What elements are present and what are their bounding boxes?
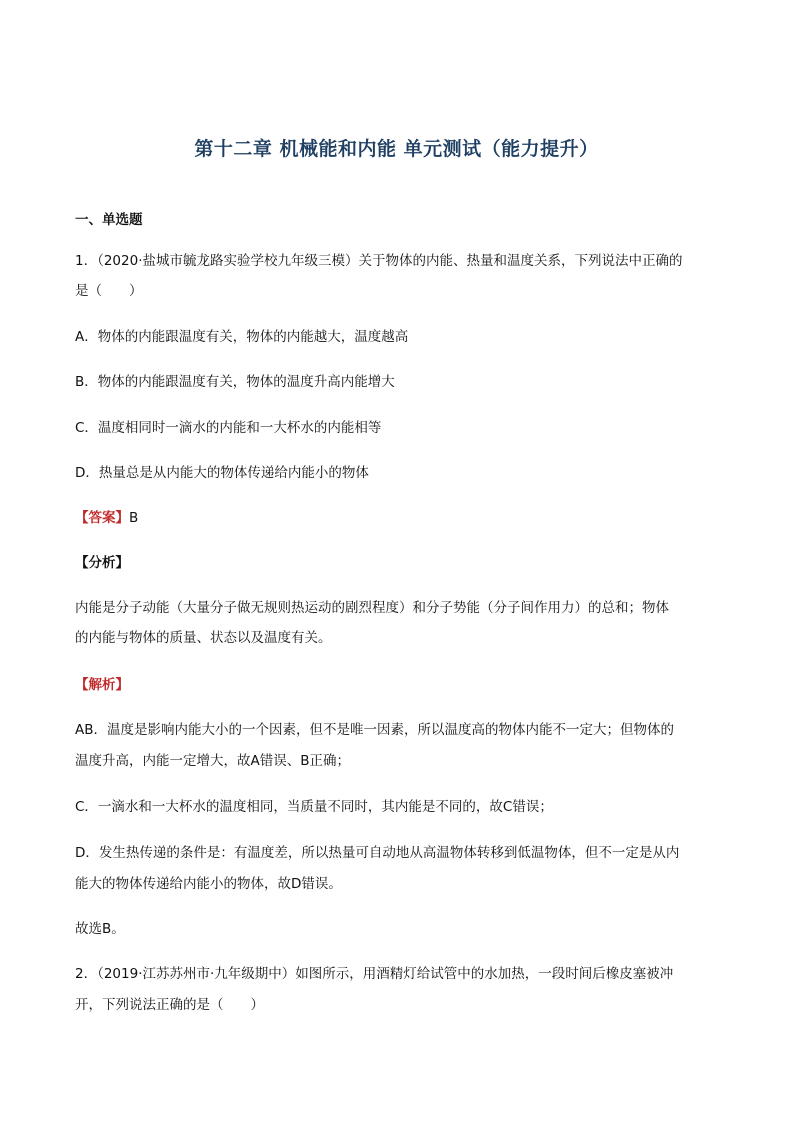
analysis-line-1: 内能是分子动能（大量分子做无规则热运动的剧烈程度）和分子势能（分子间作用力）的总和；物体 [75,600,669,616]
answer-line [75,508,725,528]
analysis-label: 【分析】 [75,555,129,571]
explanation-d-line-1: D．发生热传递的条件是：有温度差，所以热量可自动地从高温物体转移到低温物体，但不一定是从内 [75,845,680,861]
question-1-option-a: A．物体的内能跟温度有关，物体的内能越大，温度越高 [75,329,409,345]
question-1-stem-line-1: 1．（2020·盐城市毓龙路实验学校九年级三模）关于物体的内能、热量和温度关系，下列说法中正确的 [75,253,683,269]
explanation-ab-line-1: AB．温度是影响内能大小的一个因素，但不是唯一因素，所以温度高的物体内能不一定大；但物体的 [75,722,674,738]
question-2-stem-line-1: 2．（2019·江苏苏州市·九年级期中）如图所示，用酒精灯给试管中的水加热，一段时间后橡皮塞被冲 [75,966,674,982]
analysis-line-2: 的内能与物体的质量、状态以及温度有关。 [75,630,332,646]
question-1-option-c: C．温度相同时一滴水的内能和一大杯水的内能相等 [75,420,382,436]
explanation-d-line-2: 能大的物体传递给内能小的物体，故D错误。 [75,876,342,892]
explanation-ab-line-2: 温度升高，内能一定增大，故A错误、B正确； [75,753,350,769]
question-1-stem-line-2: 是（ ） [75,283,143,299]
conclusion: 故选B。 [75,921,125,937]
explanation-label: 【解析】 [75,677,129,693]
page-title: 第十二章 机械能和内能 单元测试（能力提升） [194,138,599,160]
explanation-c: C．一滴水和一大杯水的温度相同，当质量不同时，其内能是不同的，故C错误； [75,799,553,815]
question-1-option-b: B．物体的内能跟温度有关，物体的温度升高内能增大 [75,374,395,390]
question-1-option-d: D．热量总是从内能大的物体传递给内能小的物体 [75,465,369,481]
answer-value: B [129,510,139,526]
answer-label: 【答案】 [75,510,129,526]
section-heading: 一、单选题 [75,212,143,228]
question-2-stem-line-2: 开，下列说法正确的是（ ） [75,997,264,1013]
